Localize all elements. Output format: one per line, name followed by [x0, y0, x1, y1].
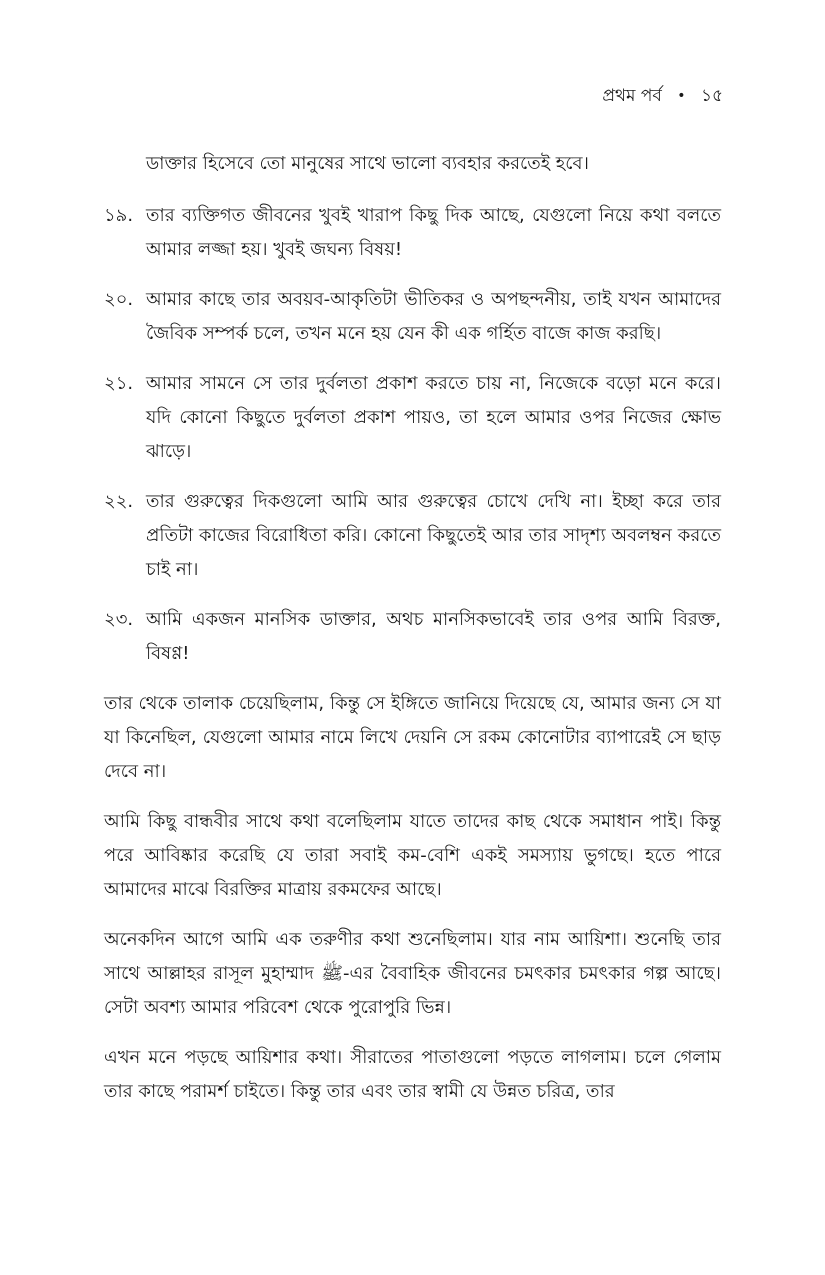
- list-item-number: ২২.: [104, 491, 134, 512]
- paragraph: আমি কিছু বান্ধবীর সাথে কথা বলেছিলাম যাতে তাদের কাছ থেকে সমাধান পাই। কিন্তু পরে আবিষ্কার করেছি যে তারা সবাই কম-বেশি একই সমস্যায় ভুগছে। হতে পারে আমাদের মাঝে বিরক্তির মাত্রায় রকমফের আছে।: [104, 811, 721, 900]
- list-item: [104, 283, 721, 351]
- list-item: [104, 603, 721, 671]
- list-item: [104, 199, 721, 267]
- continued-list-text: ডাক্তার হিসেবে তো মানুষের সাথে ভালো ব্যবহার করতেই হবে।: [146, 153, 589, 174]
- paragraph: অনেকদিন আগে আমি এক তরুণীর কথা শুনেছিলাম। যার নাম আয়িশা। শুনেছি তার সাথে আল্লাহর রাসূল মুহাম্মাদ ﷺ-এর বৈবাহিক জীবনের চমৎকার চমৎকার গল্প আছে। সেটা অবশ্য আমার পরিবেশ থেকে পুরোপুরি ভিন্ন।: [104, 929, 721, 1018]
- header-separator: •: [677, 88, 686, 104]
- list-item-number: ১৯.: [104, 205, 134, 226]
- page-body: [104, 147, 721, 1109]
- list-item-number: ২১.: [104, 373, 134, 394]
- page-number: ১৫: [700, 86, 723, 106]
- paragraph: এখন মনে পড়ছে আয়িশার কথা। সীরাতের পাতাগুলো পড়তে লাগলাম। চলে গেলাম তার কাছে পরামর্শ চাইতে। কিন্তু তার এবং তার স্বামী যে উন্নত চরিত্র, তার: [104, 1047, 721, 1102]
- list-item-text: আমার সামনে সে তার দুর্বলতা প্রকাশ করতে চায় না, নিজেকে বড়ো মনে করে। যদি কোনো কিছুতে দুর্বলতা প্রকাশ পায়ও, তা হলে আমার ওপর নিজের ক্ষোভ ঝাড়ে।: [146, 373, 721, 462]
- running-header: [602, 84, 723, 108]
- list-item-number: ২০.: [104, 289, 134, 310]
- list-item-text: আমার কাছে তার অবয়ব-আকৃতিটা ভীতিকর ও অপছন্দনীয়, তাই যখন আমাদের জৈবিক সম্পর্ক চলে, তখন মনে হয় যেন কী এক গর্হিত বাজে কাজ করছি।: [146, 289, 721, 344]
- list-item: [104, 485, 721, 587]
- list-item-text: তার গুরুত্বের দিকগুলো আমি আর গুরুত্বের চোখে দেখি না। ইচ্ছা করে তার প্রতিটা কাজের বিরোধিতা করি। কোনো কিছুতেই আর তার সাদৃশ্য অবলম্বন করতে চাই না।: [146, 491, 721, 580]
- list-item-number: ২৩.: [104, 609, 134, 630]
- part-title: প্রথম পর্ব: [602, 86, 662, 106]
- list-item: [104, 367, 721, 469]
- list-item-text: আমি একজন মানসিক ডাক্তার, অথচ মানসিকভাবেই তার ওপর আমি বিরক্ত, বিষণ্ণ!: [146, 609, 721, 664]
- paragraph: তার থেকে তালাক চেয়েছিলাম, কিন্তু সে ইঙ্গিতে জানিয়ে দিয়েছে যে, আমার জন্য সে যা যা কিনেছিল, যেগুলো আমার নামে লিখে দেয়নি সে রকম কোনোটার ব্যাপারেই সে ছাড় দেবে না।: [104, 693, 721, 782]
- list-item-text: তার ব্যক্তিগত জীবনের খুবই খারাপ কিছু দিক আছে, যেগুলো নিয়ে কথা বলতে আমার লজ্জা হয়। খুবই জঘন্য বিষয়!: [146, 205, 721, 260]
